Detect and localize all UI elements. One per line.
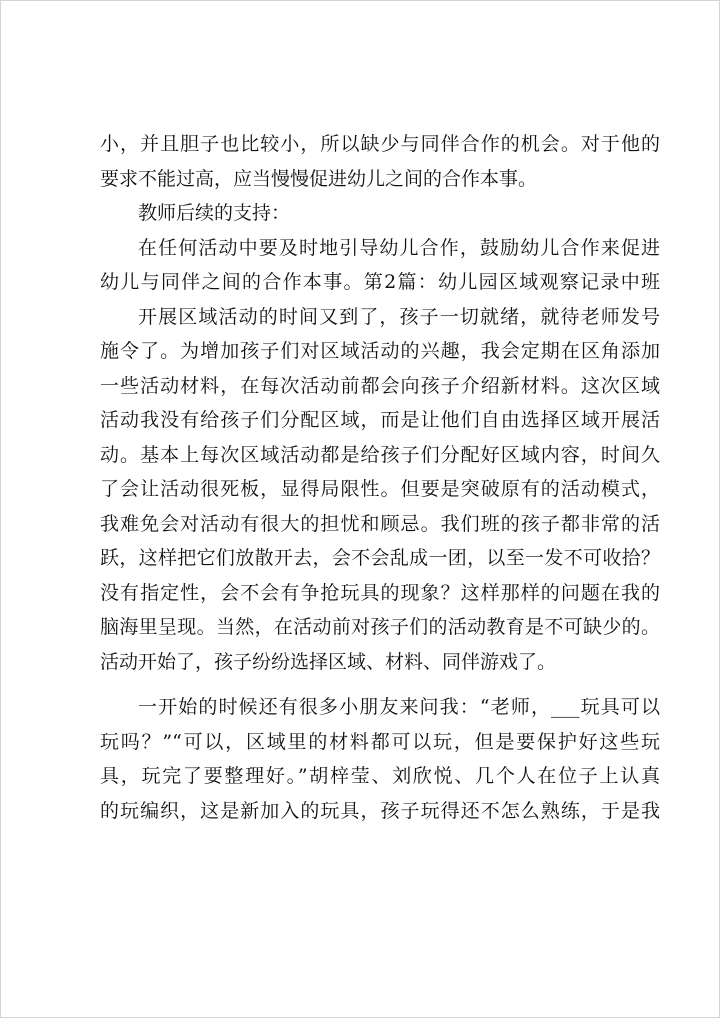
text-line: 具，玩完了要整理好。”胡梓莹、刘欣悦、几个人在位子上认真	[100, 765, 660, 787]
text-line: 跃，这样把它们放散开去，会不会乱成一团，以至一发不可收拾？	[100, 547, 660, 569]
text-line: 活动开始了，孩子纷纷选择区域、材料、同伴游戏了。	[100, 650, 557, 673]
document-body	[100, 127, 660, 828]
text-line: 的玩编织，这是新加入的玩具，孩子玩得还不怎么熟练，于是我	[100, 799, 660, 822]
text-line: 动。基本上每次区域活动都是给孩子们分配好区域内容，时间久	[100, 443, 660, 466]
text-line: 在任何活动中要及时地引导幼儿合作，鼓励幼儿合作来促进	[138, 236, 660, 259]
section-heading: 教师后续的支持：	[138, 202, 291, 224]
text-line: 了会让活动很死板，显得局限性。但要是突破原有的活动模式，	[100, 478, 660, 500]
text-line: 小，并且胆子也比较小，所以缺少与同伴合作的机会。对于他的	[100, 133, 660, 155]
text-line: 玩吗？”“可以，区域里的材料都可以玩，但是要保护好这些玩	[100, 730, 660, 753]
text-line: 幼儿与同伴之间的合作本事。第2篇：幼儿园区域观察记录中班	[100, 271, 660, 293]
text-line: 脑海里呈现。当然，在活动前对孩子们的活动教育是不可缺少的。	[100, 616, 660, 638]
text-line: 我难免会对活动有很大的担忧和顾忌。我们班的孩子都非常的活	[100, 512, 660, 535]
text-line: 施令了。为增加孩子们对区域活动的兴趣，我会定期在区角添加	[100, 340, 660, 362]
text-line: 一些活动材料，在每次活动前都会向孩子介绍新材料。这次区域	[100, 374, 660, 397]
text-line: 没有指定性，会不会有争抢玩具的现象？这样那样的问题在我的	[100, 581, 660, 604]
text-line: 一开始的时候还有很多小朋友来问我：“老师，___玩具可以	[138, 696, 660, 718]
text-line: 开展区域活动的时间又到了，孩子一切就绪，就待老师发号	[138, 305, 660, 328]
text-line: 活动我没有给孩子们分配区域，而是让他们自由选择区域开展活	[100, 409, 660, 431]
text-line: 要求不能过高，应当慢慢促进幼儿之间的合作本事。	[100, 167, 538, 190]
